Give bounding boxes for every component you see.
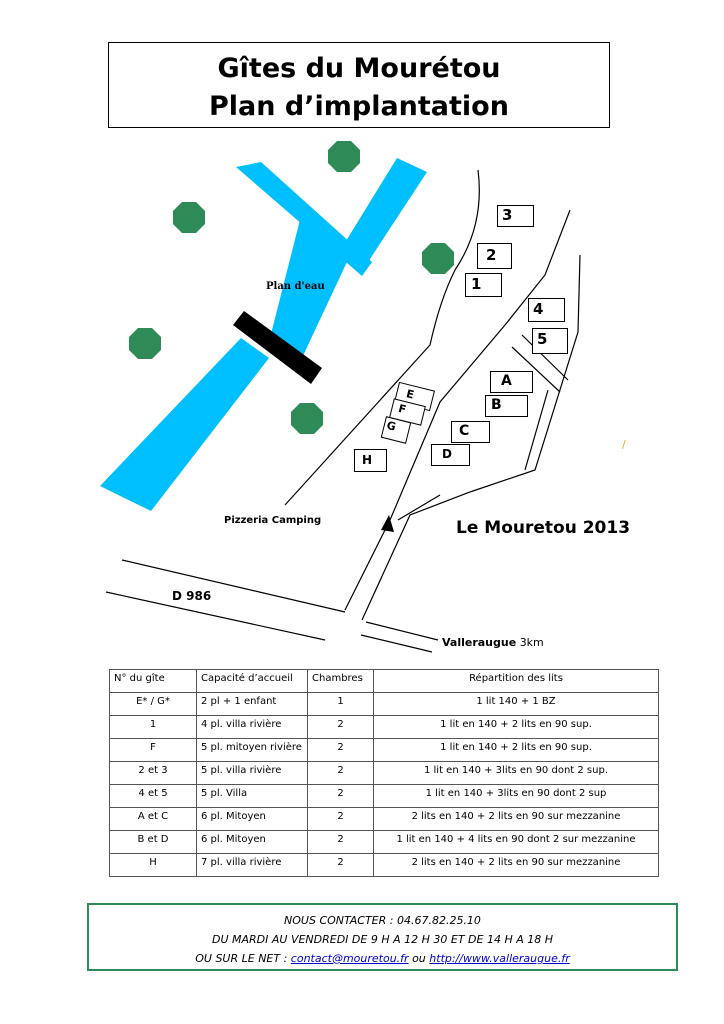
- cell-repartition: 1 lit en 140 + 2 lits en 90 sup.: [374, 716, 659, 739]
- table-row: [110, 739, 659, 762]
- cell-capacite: 5 pl. Villa: [197, 785, 308, 808]
- cell-chambres: 1: [308, 693, 374, 716]
- gite-3: 3: [497, 205, 534, 227]
- table-row: [110, 808, 659, 831]
- cell-repartition: 1 lit en 140 + 4 lits en 90 dont 2 sur mezzanine: [374, 831, 659, 854]
- gite-2: 2: [477, 243, 512, 269]
- gite-g: G: [381, 416, 412, 444]
- cell-numero: E* / G*: [110, 693, 197, 716]
- gite-a: A: [490, 371, 533, 393]
- gite-f: F: [389, 398, 426, 425]
- pizzeria-label: Pizzeria Camping: [224, 515, 322, 526]
- gite-e: E: [394, 382, 435, 411]
- valleraugue-distance: 3km: [519, 636, 544, 649]
- road-valleraugue-top: [366, 622, 438, 640]
- gite-4: 4: [528, 298, 565, 322]
- cell-repartition: 1 lit en 140 + 3lits en 90 dont 2 sup: [374, 785, 659, 808]
- cell-capacite: 6 pl. Mitoyen: [197, 831, 308, 854]
- map-caption: Le Mouretou 2013: [456, 518, 631, 538]
- cell-chambres: 2: [308, 739, 374, 762]
- table-row: [110, 716, 659, 739]
- contact-web-prefix: OU SUR LE NET :: [195, 952, 291, 965]
- road-d986-top: [122, 560, 345, 612]
- cell-capacite: 4 pl. villa rivière: [197, 716, 308, 739]
- contact-phone: NOUS CONTACTER : 04.67.82.25.10: [284, 914, 481, 927]
- cell-chambres: 2: [308, 854, 374, 877]
- water-upper-strip: [346, 158, 427, 262]
- cell-numero: H: [110, 854, 197, 877]
- cell-repartition: 2 lits en 140 + 2 lits en 90 sur mezzanine: [374, 808, 659, 831]
- road-valleraugue-bottom: [361, 635, 432, 652]
- gite-d: D: [431, 444, 470, 466]
- header-chambres: Chambres: [308, 670, 374, 693]
- cell-chambres: 2: [308, 785, 374, 808]
- road-d986-label: D 986: [172, 589, 212, 603]
- table-row: [110, 785, 659, 808]
- cell-chambres: 2: [308, 762, 374, 785]
- table-header-row: [110, 670, 659, 693]
- cell-repartition: 2 lits en 140 + 2 lits en 90 sur mezzanine: [374, 854, 659, 877]
- cell-repartition: 1 lit en 140 + 3lits en 90 dont 2 sup.: [374, 762, 659, 785]
- contact-web-line: [89, 949, 676, 968]
- table-row: [110, 762, 659, 785]
- cell-numero: F: [110, 739, 197, 762]
- cell-capacite: 6 pl. Mitoyen: [197, 808, 308, 831]
- cell-numero: 4 et 5: [110, 785, 197, 808]
- gite-b: B: [485, 395, 528, 417]
- cell-chambres: 2: [308, 831, 374, 854]
- path-c: [525, 390, 548, 470]
- cell-numero: 1: [110, 716, 197, 739]
- gite-c: C: [451, 421, 490, 443]
- cell-repartition: 1 lit 140 + 1 BZ: [374, 693, 659, 716]
- road-right-upper: [345, 210, 570, 610]
- table-row: [110, 854, 659, 877]
- cell-capacite: 5 pl. mitoyen rivière: [197, 739, 308, 762]
- stray-slash: /: [622, 438, 626, 451]
- tree-icon: [328, 141, 360, 172]
- header-capacite: Capacité d’accueil: [197, 670, 308, 693]
- cell-capacite: 7 pl. villa rivière: [197, 854, 308, 877]
- tree-icon: [129, 328, 161, 359]
- water-lower-strip: [100, 338, 269, 511]
- header-numero: N° du gîte: [110, 670, 197, 693]
- cell-repartition: 1 lit en 140 + 2 lits en 90 sup.: [374, 739, 659, 762]
- cell-capacite: 2 pl + 1 enfant: [197, 693, 308, 716]
- tree-icon: [422, 243, 454, 274]
- cell-numero: B et D: [110, 831, 197, 854]
- tree-icon: [173, 202, 205, 233]
- contact-hours: DU MARDI AU VENDREDI DE 9 H A 12 H 30 ET DE 14 H A 18 H: [211, 933, 554, 946]
- path-d: [398, 495, 440, 520]
- gite-h: H: [354, 449, 387, 472]
- tree-icon: [291, 403, 323, 434]
- arrow-icon: [381, 515, 394, 532]
- website-link[interactable]: http://www.valleraugue.fr: [429, 952, 570, 965]
- valleraugue-name: Valleraugue: [442, 636, 517, 649]
- plan-deau-label: Plan d'eau: [266, 281, 325, 292]
- cell-numero: 2 et 3: [110, 762, 197, 785]
- table-row: [110, 831, 659, 854]
- valleraugue-label: [442, 636, 544, 649]
- contact-or: ou: [408, 952, 430, 965]
- email-link[interactable]: contact@mouretou.fr: [290, 952, 409, 965]
- page-title: Gîtes du Mourétou: [217, 53, 501, 84]
- page-subtitle: Plan d’implantation: [209, 91, 509, 122]
- gite-5: 5: [532, 328, 568, 354]
- cell-chambres: 2: [308, 808, 374, 831]
- cell-numero: A et C: [110, 808, 197, 831]
- gite-1: 1: [465, 273, 502, 297]
- header-repartition: Répartition des lits: [374, 670, 659, 693]
- gites-table: [109, 669, 659, 877]
- table-row: [110, 693, 659, 716]
- cell-chambres: 2: [308, 716, 374, 739]
- contact-box: [87, 903, 678, 971]
- cell-capacite: 5 pl. villa rivière: [197, 762, 308, 785]
